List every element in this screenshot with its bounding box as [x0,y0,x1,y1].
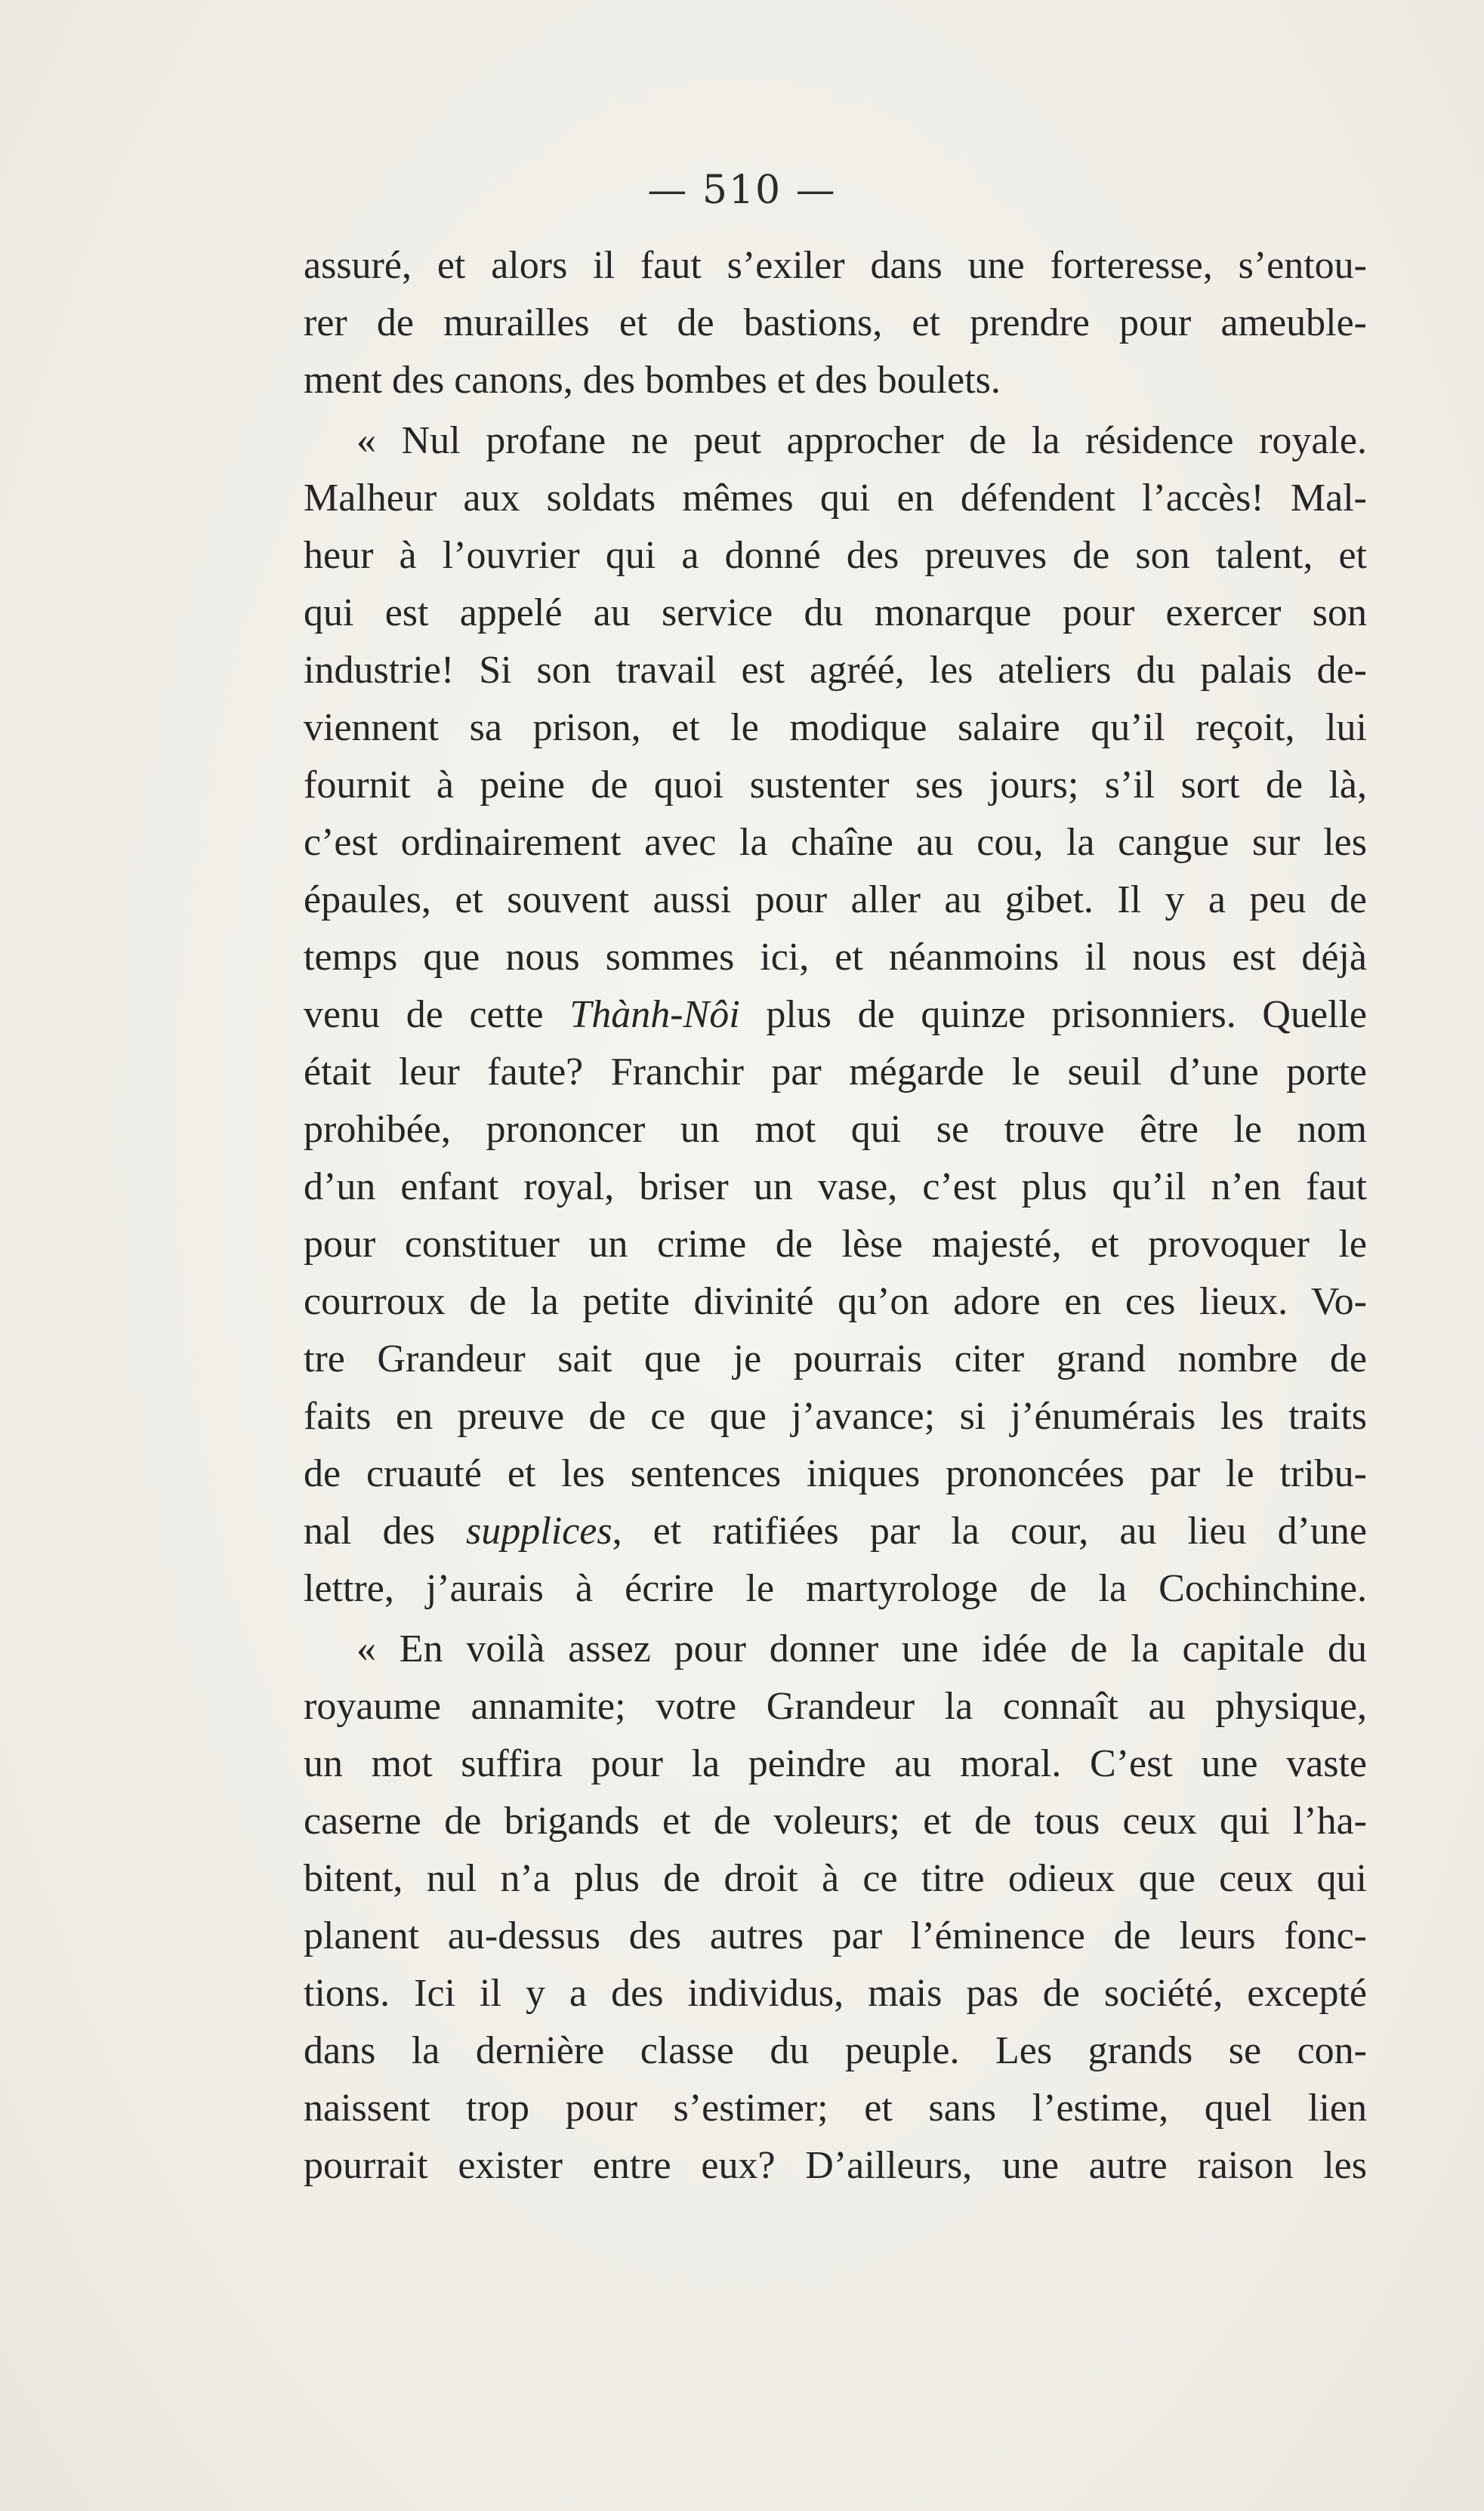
text-segment: plus de quinze prisonniers. Quelle [739,993,1368,1036]
text-line: rer de murailles et de bastions, et prendre pour ameuble- [304,301,1367,344]
text-line [304,987,1367,1043]
text-line: prohibée, prononcer un mot qui se trouve être le nom [304,1108,1367,1151]
text-line: royaume annamite; votre Grandeur la connaît au physique, [304,1685,1367,1728]
text-line: un mot suffira pour la peindre au moral. C’est une vaste [304,1742,1367,1785]
text-line: lettre, j’aurais à écrire le martyrologe de la Cochinchine. [304,1567,1367,1610]
text-line: caserne de brigands et de voleurs; et de tous ceux qui l’ha- [304,1800,1367,1843]
text-line: assuré, et alors il faut s’exiler dans une forteresse, s’entou- [304,244,1367,287]
text-segment: nal des [304,1510,467,1553]
text-line: heur à l’ouvrier qui a donné des preuves de son talent, et [304,534,1367,577]
italic-term: supplices [466,1510,612,1553]
text-line: c’est ordinairement avec la chaîne au cou, la cangue sur les [304,821,1367,864]
text-line: viennent sa prison, et le modique salaire qu’il reçoit, lui [304,706,1367,749]
text-segment: venu de cette [304,993,570,1036]
text-line: « Nul profane ne peut approcher de la résidence royale. [356,419,1367,462]
page-number: — 510 — [647,168,837,213]
text-line: pour constituer un crime de lèse majesté, et provoquer le [304,1223,1367,1266]
text-line: tions. Ici il y a des individus, mais pas de société, excepté [304,1972,1367,2015]
text-line: ment des canons, des bombes et des boulets. [304,359,1001,402]
text-line: tre Grandeur sait que je pourrais citer grand nombre de [304,1337,1367,1380]
text-line: temps que nous sommes ici, et néanmoins il nous est déjà [304,936,1367,979]
text-line: dans la dernière classe du peuple. Les grands se con- [304,2029,1367,2072]
text-line: Malheur aux soldats mêmes qui en défendent l’accès! Mal- [304,477,1367,520]
text-line: fournit à peine de quoi sustenter ses jours; s’il sort de là, [304,763,1367,807]
text-line: d’un enfant royal, briser un vase, c’est plus qu’il n’en faut [304,1165,1367,1208]
text-line: pourrait exister entre eux? D’ailleurs, une autre raison les [304,2144,1367,2187]
italic-place-name: Thành-Nôi [569,993,740,1036]
text-line: courroux de la petite divinité qu’on adore en ces lieux. Vo- [304,1280,1367,1323]
text-line: bitent, nul n’a plus de droit à ce titre odieux que ceux qui [304,1857,1367,1900]
text-line: de cruauté et les sentences iniques prononcées par le tribu- [304,1452,1367,1495]
text-line: qui est appelé au service du monarque pour exercer son [304,591,1367,634]
text-line: épaules, et souvent aussi pour aller au gibet. Il y a peu de [304,878,1367,921]
text-line: naissent trop pour s’estimer; et sans l’estime, quel lien [304,2087,1367,2130]
text-segment: , et ratifiées par la cour, au lieu d’une [612,1510,1368,1553]
text-line: industrie! Si son travail est agréé, les ateliers du palais de- [304,649,1367,692]
text-line: faits en preuve de ce que j’avance; si j’énumérais les traits [304,1395,1367,1438]
text-line [304,1504,1367,1559]
text-line: « En voilà assez pour donner une idée de la capitale du [356,1627,1367,1670]
text-line: planent au-dessus des autres par l’éminence de leurs fonc- [304,1914,1367,1957]
text-line: était leur faute? Franchir par mégarde le seuil d’une porte [304,1050,1367,1094]
